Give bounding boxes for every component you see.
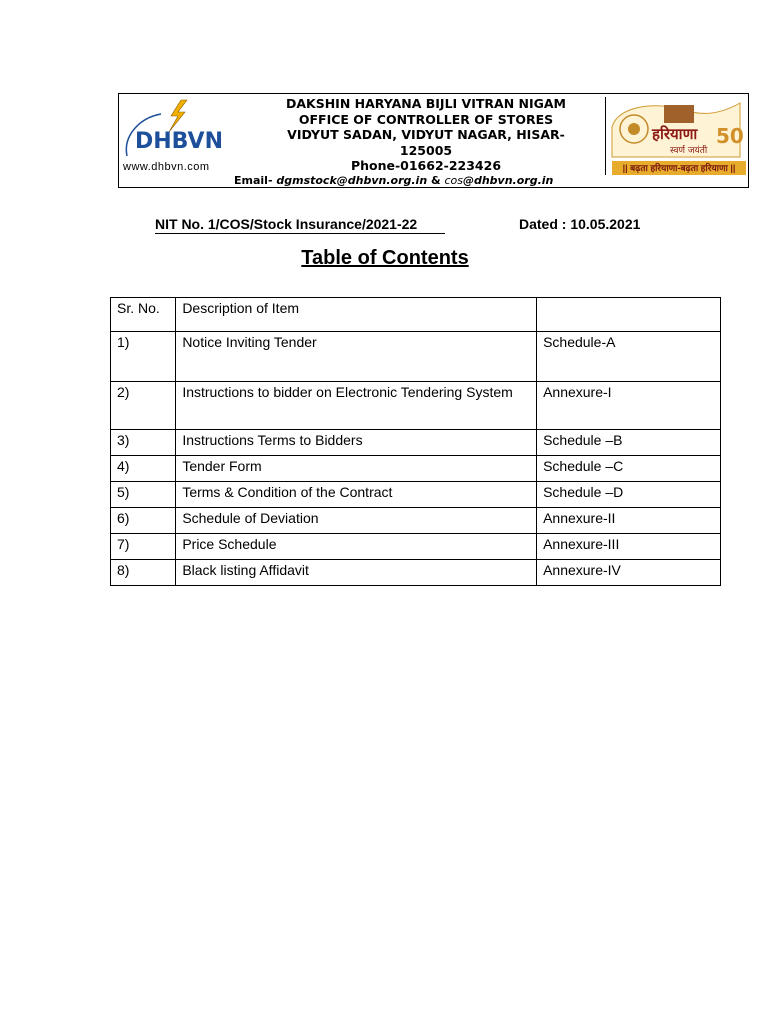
org-line: DAKSHIN HARYANA BIJLI VITRAN NIGAM [285, 96, 566, 111]
email-primary[interactable]: dgmstock@dhbvn.org.in [276, 174, 428, 187]
row-description: Price Schedule [176, 534, 537, 560]
row-sr: 5) [111, 482, 176, 508]
row-description: Instructions to bidder on Electronic Tendering System [176, 382, 537, 430]
row-reference: Schedule-A [537, 332, 721, 382]
email-secondary-prefix[interactable]: cos [444, 174, 463, 187]
table-row [111, 534, 721, 560]
lightning-bolt-icon [121, 96, 225, 160]
jubilee-emblem-icon [608, 97, 744, 161]
letterhead [118, 93, 749, 188]
table-row [111, 382, 721, 430]
row-sr: 3) [111, 430, 176, 456]
row-reference: Annexure-IV [537, 560, 721, 586]
row-description: Instructions Terms to Bidders [176, 430, 537, 456]
row-sr: 8) [111, 560, 176, 586]
emblem-tagline: || बढ़ता हरियाणा-बढ़ता हरियाणा || [612, 161, 746, 175]
row-sr: 2) [111, 382, 176, 430]
row-description: Terms & Condition of the Contract [176, 482, 537, 508]
row-sr: 7) [111, 534, 176, 560]
header-reference [537, 298, 721, 332]
row-description: Notice Inviting Tender [176, 332, 537, 382]
dhbvn-logo [119, 94, 229, 187]
page-title: Table of Contents [301, 247, 469, 269]
nit-underline [155, 233, 445, 234]
email-line [234, 174, 553, 187]
row-reference: Schedule –B [537, 430, 721, 456]
org-line: 125005 [399, 142, 453, 158]
emblem-sub: स्वर्ण जयंती [670, 146, 708, 156]
header-sr: Sr. No. [111, 298, 176, 332]
row-reference: Annexure-I [537, 382, 721, 430]
svg-text:50: 50 [716, 124, 744, 148]
row-reference: Annexure-II [537, 508, 721, 534]
website-link[interactable]: www.dhbvn.com [123, 161, 210, 173]
row-reference: Annexure-III [537, 534, 721, 560]
email-secondary-domain[interactable]: @dhbvn.org.in [462, 174, 554, 187]
nit-number: NIT No. 1/COS/Stock Insurance/2021-22 [155, 216, 418, 232]
table-row [111, 456, 721, 482]
logo-text: DHBVN [135, 129, 223, 154]
org-phone: Phone-01662-223426 [350, 158, 502, 173]
row-sr: 4) [111, 456, 176, 482]
org-address-block [231, 96, 621, 174]
row-sr: 6) [111, 508, 176, 534]
table-header-row [111, 298, 721, 332]
row-description: Schedule of Deviation [176, 508, 537, 534]
table-row [111, 560, 721, 586]
row-description: Tender Form [176, 456, 537, 482]
row-reference: Schedule –C [537, 456, 721, 482]
table-row [111, 482, 721, 508]
table-row [111, 332, 721, 382]
table-row [111, 430, 721, 456]
row-sr: 1) [111, 332, 176, 382]
table-of-contents [110, 297, 721, 586]
nit-date: Dated : 10.05.2021 [519, 216, 641, 232]
header-description: Description of Item [176, 298, 537, 332]
org-line: VIDYUT SADAN, VIDYUT NAGAR, HISAR- [287, 127, 565, 142]
email-separator: & [431, 174, 441, 187]
emblem-text: हरियाणा [652, 125, 698, 143]
table-row [111, 508, 721, 534]
row-reference: Schedule –D [537, 482, 721, 508]
email-label: Email- [234, 174, 273, 187]
row-description: Black listing Affidavit [176, 560, 537, 586]
org-line: OFFICE OF CONTROLLER OF STORES [298, 111, 554, 127]
haryana-golden-jubilee-emblem [605, 97, 746, 175]
